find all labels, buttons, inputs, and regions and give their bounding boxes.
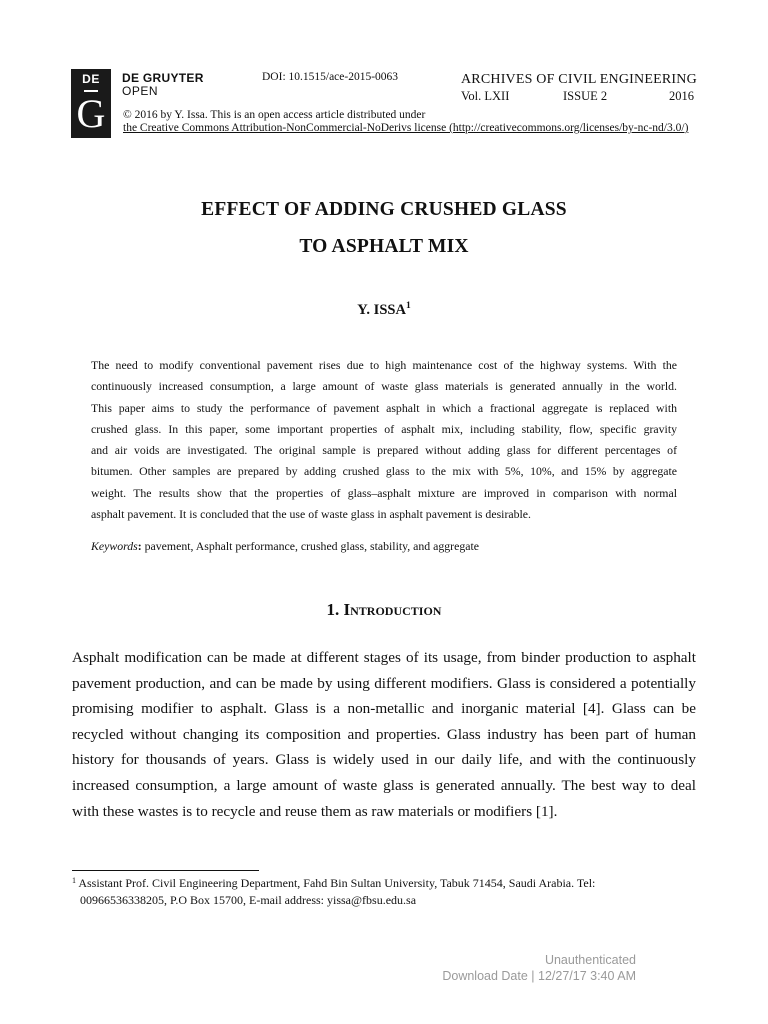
watermark-status: Unauthenticated [544, 953, 636, 967]
publisher-name [122, 72, 204, 98]
body-line: promising modifier to asphalt. Glass is a non-metallic and inorganic material [4]. Glass can be [72, 700, 696, 718]
publisher-title: DE GRUYTER [122, 71, 204, 85]
journal-issue: ISSUE 2 [563, 89, 608, 103]
journal-name: ARCHIVES OF CIVIL ENGINEERING [461, 72, 697, 87]
keywords-label: Keywords [91, 539, 138, 553]
keywords-list: pavement, Asphalt performance, crushed glass, stability, and aggregate [141, 539, 479, 553]
section-number: 1. [326, 600, 340, 619]
publisher-subtitle: OPEN [122, 84, 159, 98]
abstract-line: This paper aims to study the performance of pavement asphalt in which a fractional aggregate is replaced with [91, 400, 677, 415]
footnote-line-1: Assistant Prof. Civil Engineering Department, Fahd Bin Sultan University, Tabuk 71454, Saudi Arabia. Tel: [76, 876, 596, 890]
logo-g-letter: G [76, 91, 106, 136]
author-name: Y. ISSA [357, 302, 406, 318]
logo-de-text: DE [82, 72, 100, 86]
keywords [91, 539, 479, 554]
footnote [72, 875, 595, 909]
footnote-mark: 1 [72, 876, 76, 885]
abstract-line: bitumen. Other samples are prepared by adding crushed glass to the mix with 5%, 10%, and 15% by aggregate [91, 464, 677, 479]
watermark-download-date: Download Date | 12/27/17 3:40 AM [442, 969, 636, 983]
abstract-line: crushed glass. In this paper, some important properties of asphalt mix, including stability, flow, specific gravity [91, 421, 677, 436]
abstract [91, 355, 677, 525]
body-line: Asphalt modification can be made at different stages of its usage, from binder production to asphalt [72, 649, 696, 666]
body-line: with these wastes is to recycle and reuse them as raw materials or modifiers [1]. [72, 802, 558, 820]
body-line: history for thousands of years. Glass is widely used in our daily life, and with the continuously [72, 751, 696, 769]
abstract-line: The need to modify conventional pavement rises due to high maintenance cost of the highway systems. With the [91, 358, 677, 372]
copyright-notice: © 2016 by Y. Issa. This is an open access article distributed under [123, 109, 426, 121]
body-line: pavement production, and can be made by using different modifiers. Glass is considered a potentially [72, 674, 696, 692]
paper-title-line-2: TO ASPHALT MIX [299, 236, 469, 257]
abstract-line: continuously increased consumption, a large amount of waste glass materials is generated annually in the world. [91, 379, 677, 394]
introduction-paragraph [72, 645, 696, 824]
body-line: increased consumption, a large amount of waste glass is generated annually. The best way to deal [72, 776, 696, 794]
footnote-line-2: 00966536338205, P.O Box 15700, E-mail address: yissa@fbsu.edu.sa [80, 893, 417, 907]
abstract-line: asphalt pavement. It is concluded that the use of waste glass in asphalt pavement is desirable. [91, 507, 531, 522]
journal-year: 2016 [669, 89, 694, 103]
journal-volume: Vol. LXII [461, 89, 510, 103]
paper-title-line-1: EFFECT OF ADDING CRUSHED GLASS [201, 199, 567, 220]
abstract-line: and air voids are investigated. The original sample is prepared without adding glass for different percentages of [91, 443, 677, 458]
publisher-logo [71, 69, 111, 138]
section-title: Introduction [343, 600, 442, 619]
body-line: recycled without changing its composition and properties. Glass industry has been part of human [72, 725, 696, 743]
author [0, 302, 768, 319]
keywords-separator: : [137, 539, 142, 553]
section-heading [0, 600, 768, 620]
license-link[interactable]: the Creative Commons Attribution-NonCommercial-NoDerivs license (http://creativecommons.org/licenses/by-nc-nd/3.0/) [123, 122, 689, 134]
doi: DOI: 10.1515/ace-2015-0063 [262, 71, 399, 83]
abstract-line: weight. The results show that the properties of glass–asphalt mixture are improved in comparison with normal [91, 485, 677, 500]
footnote-rule [72, 870, 259, 871]
author-affiliation-mark: 1 [405, 301, 411, 311]
